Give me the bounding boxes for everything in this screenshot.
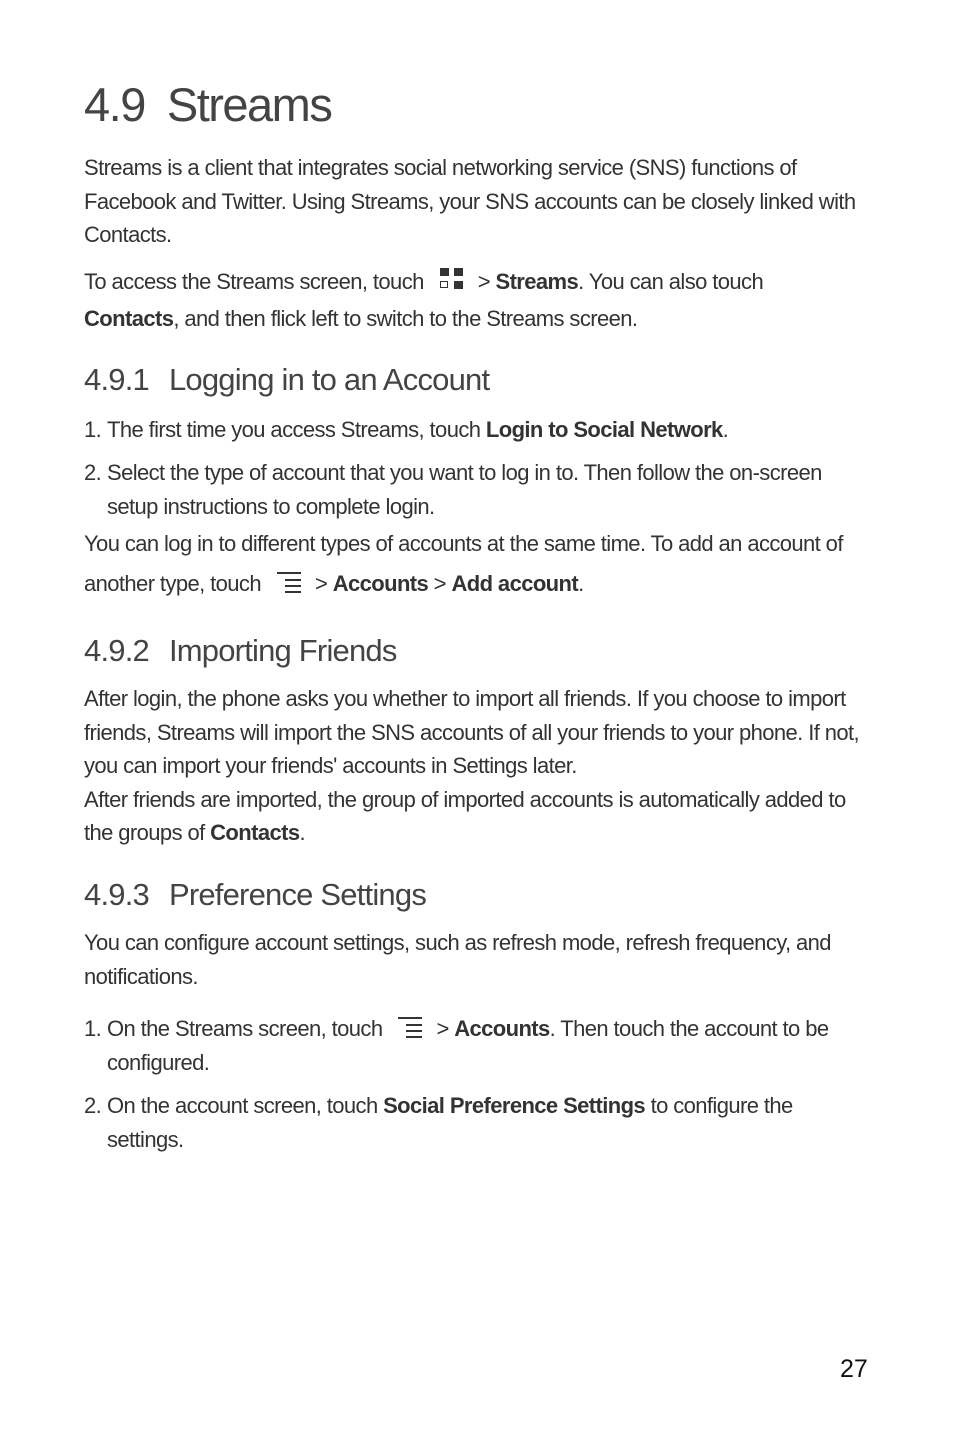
section-heading-preference-settings: 4.9.3 Preference Settings [84, 877, 427, 912]
menu-icon [398, 1017, 422, 1039]
preference-paragraph: You can configure account settings, such as refresh mode, refresh frequency, and notifications. [84, 930, 831, 989]
page-number: 27 [840, 1355, 868, 1383]
section-heading-logging-in: 4.9.1 Logging in to an Account [84, 362, 490, 397]
access-paragraph: To access the Streams screen, touch > Streams. You can also touch Contacts, and then flick left to switch to the Streams screen. [84, 269, 764, 331]
multiple-accounts-paragraph: You can log in to different types of accounts at the same time. To add an account of another type, touch > Accounts > Add account. [84, 531, 843, 596]
menu-icon [277, 572, 301, 594]
import-paragraph: After login, the phone asks you whether to import all friends. If you choose to import friends, Streams will import the SNS accounts of all your friends to your phone. If not, you can import your friends' accounts in Settings later. After friends are imported, the group of imported accounts is automatically added to the groups of Contacts. [84, 686, 860, 845]
intro-paragraph: Streams is a client that integrates social networking service (SNS) functions of Facebook and Twitter. Using Streams, your SNS accounts can be closely linked with Contacts. [84, 155, 856, 247]
page-title: 4.9 Streams [84, 78, 332, 131]
section-heading-importing-friends: 4.9.2 Importing Friends [84, 633, 397, 668]
apps-grid-icon [440, 268, 464, 292]
